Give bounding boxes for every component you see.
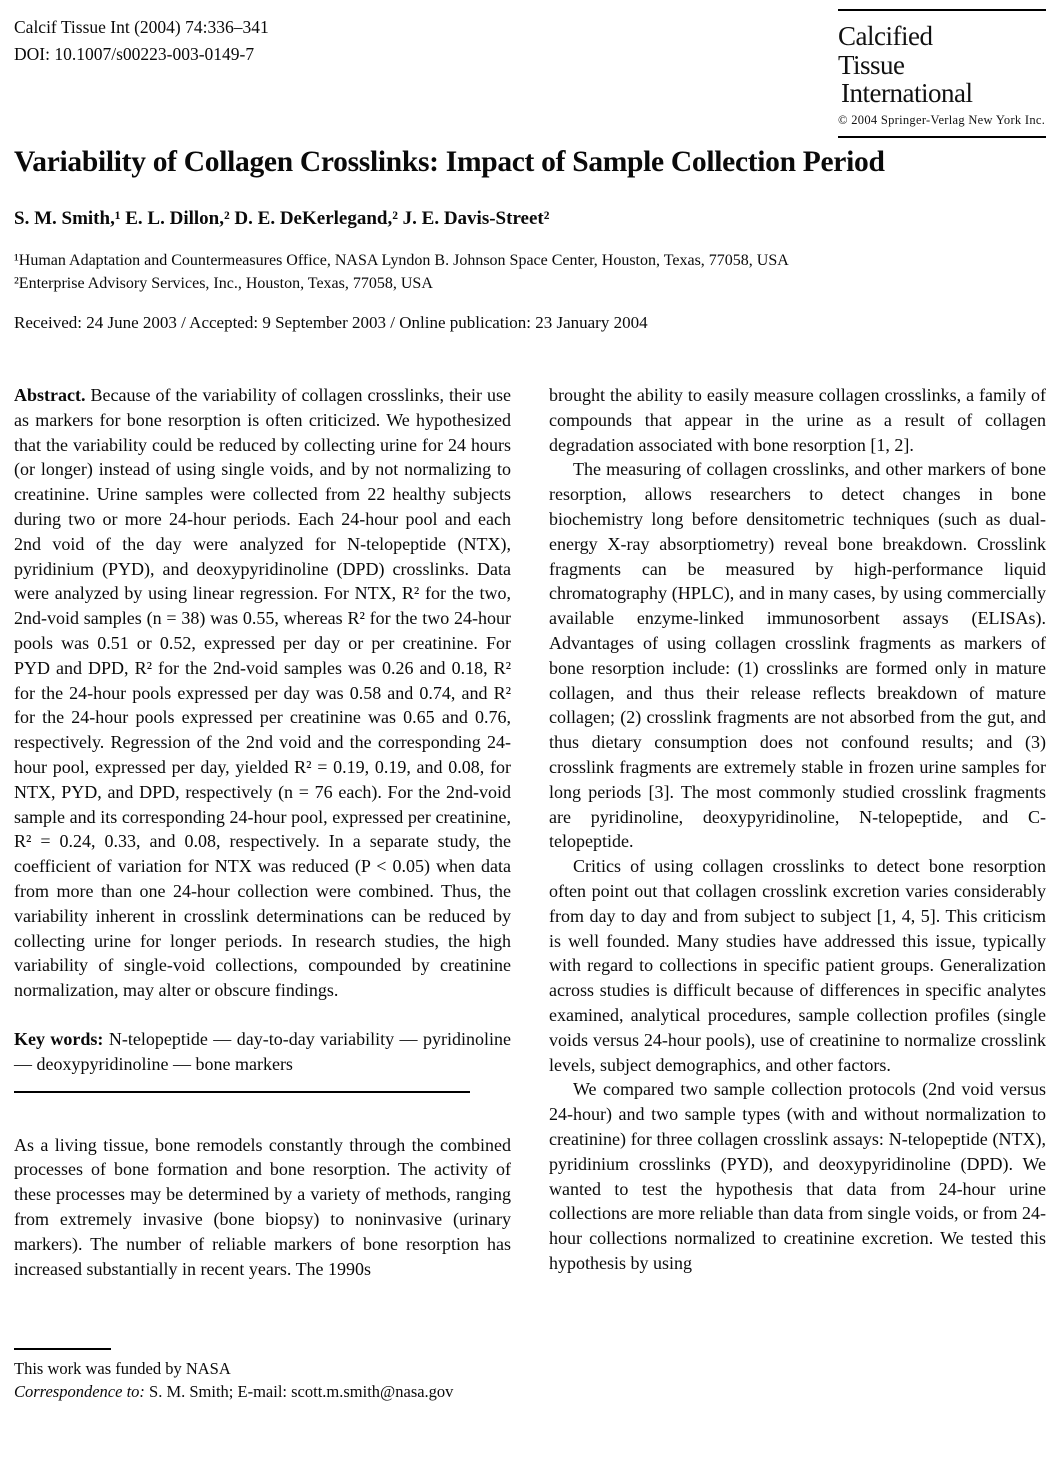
section-divider bbox=[14, 1091, 470, 1093]
abstract-label: Abstract. bbox=[14, 385, 86, 405]
journal-citation-block bbox=[14, 14, 269, 68]
doi-line: DOI: 10.1007/s00223-003-0149-7 bbox=[14, 44, 255, 64]
correspondence-note bbox=[14, 1380, 511, 1403]
correspondence-label: Correspondence to: bbox=[14, 1382, 145, 1401]
author-list: S. M. Smith,¹ E. L. Dillon,² D. E. DeKerlegand,² J. E. Davis-Street² bbox=[14, 208, 550, 229]
body-paragraph-4: We compared two sample collection protocols (2nd void versus 24-hour) and two sample types (with and without normalization to creatinine) for three collagen crosslink assays: N-telopeptide (NTX), pyridinium crosslinks (PYD), and deoxypyridinoline (DPD). We wanted to test the hypothesis that data from 24-hour urine collections are more reliable than data from single voids, or from 24-hour collections normalized to creatinine excretion. We tested this hypothesis by using bbox=[549, 1079, 1046, 1273]
affiliation-1: ¹Human Adaptation and Countermeasures Office, NASA Lyndon B. Johnson Space Center, Houston, Texas, 77058, USA bbox=[14, 252, 789, 269]
footnote-divider bbox=[14, 1348, 111, 1350]
article-title: Variability of Collagen Crosslinks: Impact of Sample Collection Period bbox=[14, 146, 885, 178]
journal-logo-line2: Tissue bbox=[838, 49, 905, 80]
keywords-label: Key words: bbox=[14, 1028, 104, 1049]
keywords-text: N-telopeptide — day-to-day variability — pyridinoline — deoxypyridinoline — bone markers bbox=[14, 1028, 511, 1074]
journal-logo-line1: Calcified bbox=[838, 21, 933, 51]
body-paragraph-3: Critics of using collagen crosslinks to detect bone resorption often point out that collagen crosslink excretion varies considerably from day to day and from subject to subject [1, 4, 5]. This criticism is well founded. Many studies have addressed this issue, typically with regard to collections in specific patient groups. Generalization across studies is difficult because of differences in specific analytes examined, analytical procedures, sample collection profiles (single voids versus 24-hour pools), use of creatinine to normalize crosslink levels, subject demographics, and other factors. bbox=[549, 856, 1046, 1075]
journal-logo-name bbox=[838, 22, 1046, 108]
citation-line: Calcif Tissue Int (2004) 74:336–341 bbox=[14, 17, 269, 37]
publication-dates: Received: 24 June 2003 / Accepted: 9 September 2003 / Online publication: 23 January 2004 bbox=[14, 313, 648, 332]
journal-logo bbox=[838, 9, 1046, 138]
keywords-paragraph bbox=[14, 1027, 511, 1077]
body-paragraph-1: brought the ability to easily measure collagen crosslinks, a family of compounds that appear in the urine as a result of collagen degradation associated with bone resorption [1, 2]. bbox=[549, 385, 1046, 455]
left-column bbox=[14, 383, 511, 1281]
intro-paragraph: As a living tissue, bone remodels constantly through the combined processes of bone formation and bone resorption. The activity of these processes may be determined by a variety of methods, ranging from extremely invasive (bone biopsy) to noninvasive (urinary markers). The number of reliable markers of bone resorption has increased substantially in recent years. The 1990s bbox=[14, 1134, 511, 1279]
footnote-block bbox=[14, 1348, 511, 1403]
abstract-text: Because of the variability of collagen crosslinks, their use as markers for bone resorption is often criticized. We hypothesized that the variability could be reduced by collecting urine for 24 hours (or longer) instead of using single voids, and by not normalizing to creatinine. Urine samples were collected from 22 healthy subjects during two or more 24-hour periods. Each 24-hour pool and each 2nd void of the day were analyzed for N-telopeptide (NTX), pyridinium (PYD), and deoxypyridinoline (DPD) crosslinks. Data were analyzed by using linear regression. For NTX, R² for the two, 2nd-void samples (n = 38) was 0.55, whereas R² for the two 24-hour pools was 0.51 or 0.52, expressed per day or per creatinine. For PYD and DPD, R² for the 2nd-void samples was 0.26 and 0.18, R² for the 24-hour pools expressed per day was 0.58 and 0.74, and R² for the 24-hour pools expressed per creatinine was 0.65 and 0.76, respectively. Regression of the 2nd void and the corresponding 24-hour pool, expressed per day, yielded R² = 0.19, 0.19, and 0.08, for NTX, PYD, and DPD, respectively (n = 76 each). For the 2nd-void sample and its corresponding 24-hour pool, expressed per creatinine, R² = 0.24, 0.33, and 0.08, respectively. In a separate study, the coefficient of variation for NTX was reduced (P < 0.05) when data from more than one 24-hour collection were combined. Thus, the variability inherent in crosslink determinations can be reduced by collecting urine for longer periods. In research studies, the high variability of single-void collections, compounded by creatinine normalization, may alter or obscure findings. bbox=[14, 385, 511, 1001]
correspondence-text: S. M. Smith; E-mail: scott.m.smith@nasa.gov bbox=[144, 1382, 454, 1401]
funding-note: This work was funded by NASA bbox=[14, 1359, 231, 1378]
abstract-paragraph bbox=[14, 383, 511, 1003]
right-column bbox=[549, 383, 1046, 1276]
affiliation-2: ²Enterprise Advisory Services, Inc., Houston, Texas, 77058, USA bbox=[14, 274, 433, 292]
body-paragraph-2: The measuring of collagen crosslinks, and other markers of bone resorption, allows researchers to detect changes in bone biochemistry long before densitometric techniques (such as dual-energy X-ray absorptiometry) reveal bone breakdown. Crosslink fragments can be measured by high-performance liquid chromatography (HPLC), and in many cases, by using commercially available enzyme-linked immunosorbent assays (ELISAs). Advantages of using collagen crosslink fragments as markers of bone resorption include: (1) crosslinks are formed only in mature collagen, and thus their release reflects breakdown of mature collagen; (2) crosslink fragments are not absorbed from the gut, and thus dietary consumption does not confound results; and (3) crosslink fragments are extremely stable in frozen urine samples for long periods [3]. The most commonly studied crosslink fragments are pyridinoline, deoxypyridinoline, N-telopeptide, and C-telopeptide. bbox=[549, 459, 1046, 852]
journal-logo-line3: International bbox=[841, 78, 973, 108]
copyright-notice: © 2004 Springer-Verlag New York Inc. bbox=[838, 112, 1046, 127]
affiliations bbox=[14, 250, 789, 295]
